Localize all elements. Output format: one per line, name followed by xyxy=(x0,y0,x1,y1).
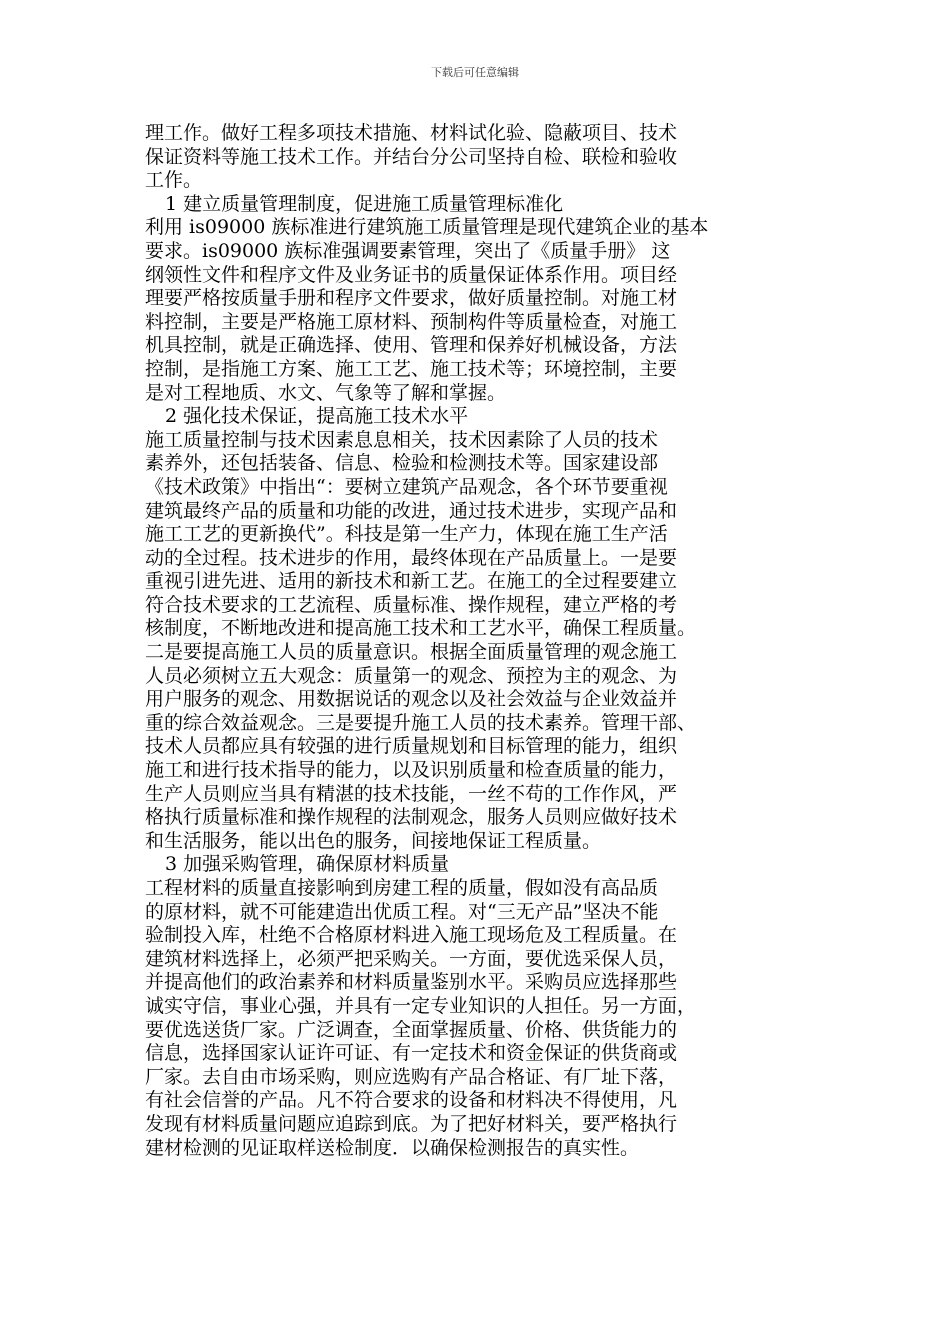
text-line: 工作。 xyxy=(145,169,203,192)
text-line: 有社会信誉的产品。凡不符合要求的设备和材料决不得使用，凡 xyxy=(145,1089,678,1112)
text-line: 施工质量控制与技术因素息息相关，技术因素除了人员的技术 xyxy=(145,428,659,451)
text-line: 人员必须树立五大观念：质量第一的观念、预控为主的观念、为 xyxy=(145,664,678,687)
text-line: 素养外，还包括装备、信息、检验和检测技术等。国家建设部 xyxy=(145,452,659,475)
text-line: 核制度，不断地改进和提高施工技术和工艺水平，确保工程质量。 xyxy=(145,617,697,640)
text-line: 纲领性文件和程序文件及业务证书的质量保证体系作用。项目经 xyxy=(145,263,678,286)
document-body xyxy=(145,122,785,1160)
text-line: 机具控制，就是正确选择、使用、管理和保养好机械设备，方法 xyxy=(145,334,678,357)
text-line: 重视引进先进、适用的新技术和新工艺。在施工的全过程要建立 xyxy=(145,570,678,593)
text-line: 信息，选择国家认证许可证、有一定技术和资金保证的供货商或 xyxy=(145,1042,678,1065)
text-line: 施工工艺的更新换代”。科技是第一生产力，体现在施工生产活 xyxy=(145,523,668,546)
text-line: 诚实守信，事业心强，并具有一定专业知识的人担任。另一方面， xyxy=(145,994,697,1017)
text-line: 利用 is09000 族标准进行建筑施工质量管理是现代建筑企业的基本 xyxy=(145,216,709,239)
text-line: 施工和进行技术指导的能力，以及识别质量和检查质量的能力， xyxy=(145,759,678,782)
text-line: 并提高他们的政治素养和材料质量鉴别水平。采购员应选择那些 xyxy=(145,971,678,994)
text-line: 重的综合效益观念。三是要提升施工人员的技术素养。管理干部、 xyxy=(145,711,697,734)
text-line: 是对工程地质、水文、气象等了解和掌握。 xyxy=(145,381,507,404)
text-line: 动的全过程。技术进步的作用，最终体现在产品质量上。一是要 xyxy=(145,546,678,569)
text-line: 技术人员都应具有较强的进行质量规划和目标管理的能力，组织 xyxy=(145,735,678,758)
text-line: 控制，是指施工方案、施工工艺、施工技术等；环境控制，主要 xyxy=(145,357,678,380)
section-heading-1: 1 建立质量管理制度，促进施工质量管理标准化 xyxy=(165,192,564,215)
text-line: 符合技术要求的工艺流程、质量标准、操作规程，建立严格的考 xyxy=(145,593,678,616)
text-line: 工程材料的质量直接影响到房建工程的质量，假如没有高品质 xyxy=(145,877,659,899)
section-heading-2: 2 强化技术保证，提高施工技术水平 xyxy=(165,405,469,428)
text-line: 保证资料等施工技术工作。并结台分公司坚持自检、联检和验收 xyxy=(145,145,678,168)
text-line: 建材检测的见证取样送检制度．以确保检测报告的真实性。 xyxy=(145,1136,640,1159)
text-line: 建筑最终产品的质量和功能的改进，通过技术进步，实现产品和 xyxy=(145,499,678,522)
text-line: 《技术政策》中指出“：要树立建筑产品观念，各个环节要重视 xyxy=(145,475,668,498)
text-line: 和生活服务，能以出色的服务，间接地保证工程质量。 xyxy=(145,829,602,852)
text-line: 用户服务的观念、用数据说话的观念以及社会效益与企业效益并 xyxy=(145,688,678,711)
text-line: 要优选送货厂家。广泛调查，全面掌握质量、价格、供货能力的 xyxy=(145,1018,678,1041)
page-header: 下载后可任意编辑 xyxy=(431,66,519,79)
text-line: 格执行质量标准和操作规程的法制观念，服务人员则应做好技术 xyxy=(145,806,678,829)
text-line: 生产人员则应当具有精湛的技术技能，一丝不苟的工作作风，严 xyxy=(145,782,678,805)
text-line: 发现有材料质量问题应追踪到底。为了把好材料关，要严格执行 xyxy=(145,1112,678,1135)
text-line: 验制投入库，杜绝不合格原材料进入施工现场危及工程质量。在 xyxy=(145,924,678,947)
text-line: 要求。is09000 族标准强调要素管理，突出了《质量手册》 这 xyxy=(145,239,671,262)
text-line: 理要严格按质量手册和程序文件要求，做好质量控制。对施工材 xyxy=(145,287,678,310)
text-line: 建筑材料选择上，必须严把采购关。一方面，要优选采保人员， xyxy=(145,947,678,970)
text-line: 的原材料，就不可能建造出优质工程。对“三无产品”坚决不能 xyxy=(145,900,659,923)
text-line: 料控制，主要是严格施工原材料、预制构件等质量检查，对施工 xyxy=(145,310,678,333)
text-line: 厂家。去自由市场采购，则应选购有产品合格证、有厂址下落， xyxy=(145,1065,678,1088)
section-heading-3: 3 加强采购管理，确保原材料质量 xyxy=(165,853,450,876)
text-line: 理工作。做好工程多项技术措施、材料试化验、隐蔽项目、技术 xyxy=(145,122,678,144)
text-line: 二是要提高施工人员的质量意识。根据全面质量管理的观念施工 xyxy=(145,641,678,664)
